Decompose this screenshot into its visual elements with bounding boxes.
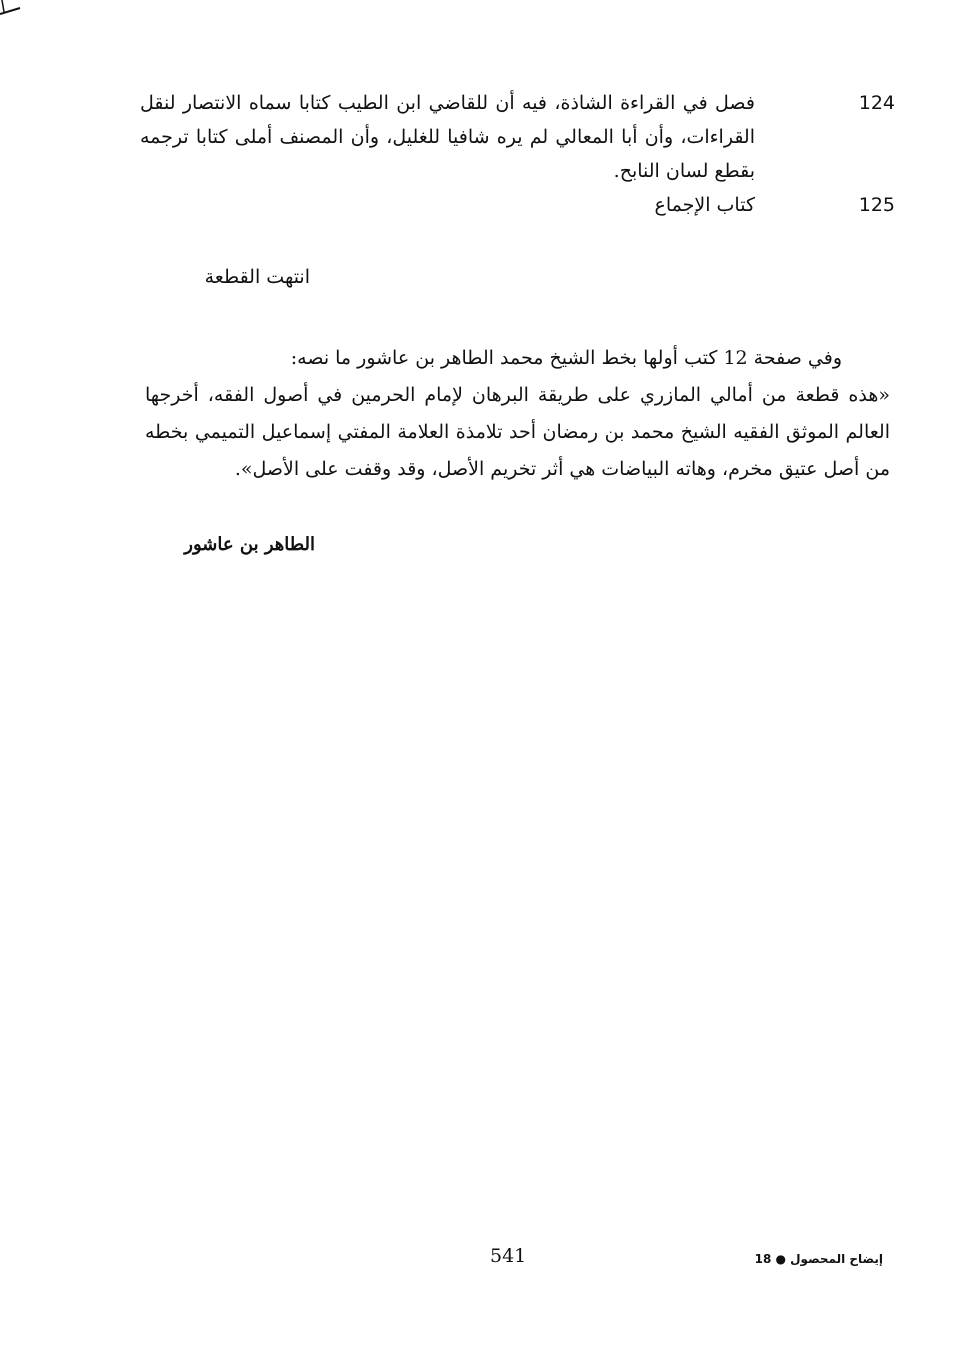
main-text (145, 340, 890, 488)
intro-line: وفي صفحة 12 كتب أولها بخط الشيخ محمد الطاهر بن عاشور ما نصه: (290, 347, 842, 369)
toc-entry-number: 124 (858, 92, 895, 114)
signature: الطاهر بن عاشور (184, 534, 315, 555)
corner-mark-icon (0, 0, 22, 20)
page-number: 541 (490, 1245, 527, 1267)
toc-entry (140, 86, 895, 188)
toc-entry-text: كتاب الإجماع (654, 194, 755, 216)
toc-entry-number: 125 (858, 194, 895, 216)
toc-entry-text: فصل في القراءة الشاذة، فيه أن للقاضي ابن الطيب كتابا سماه الانتصار لنقل القراءات، وأن أبا المعالي لم يره شافيا للغليل، وأن المصنف أملى كتابا ترجمه بقطع لسان النابح. (140, 92, 755, 182)
toc-entry (140, 188, 895, 222)
toc-list (140, 86, 895, 222)
quote-paragraph: «هذه قطعة من أمالي المازري على طريقة البرهان لإمام الحرمين في أصول الفقه، أخرجها العالم الموثق الفقيه الشيخ محمد بن رمضان أحد تلامذة العلامة المفتي إسماعيل التميمي بخطه من أصل عتيق مخرم، وهاته البياضات هي أثر تخريم الأصل، وقد وقفت على الأصل». (145, 384, 890, 480)
end-note: انتهت القطعة (204, 266, 310, 288)
running-footer: إيضاح المحصول ● 18 (754, 1252, 883, 1266)
